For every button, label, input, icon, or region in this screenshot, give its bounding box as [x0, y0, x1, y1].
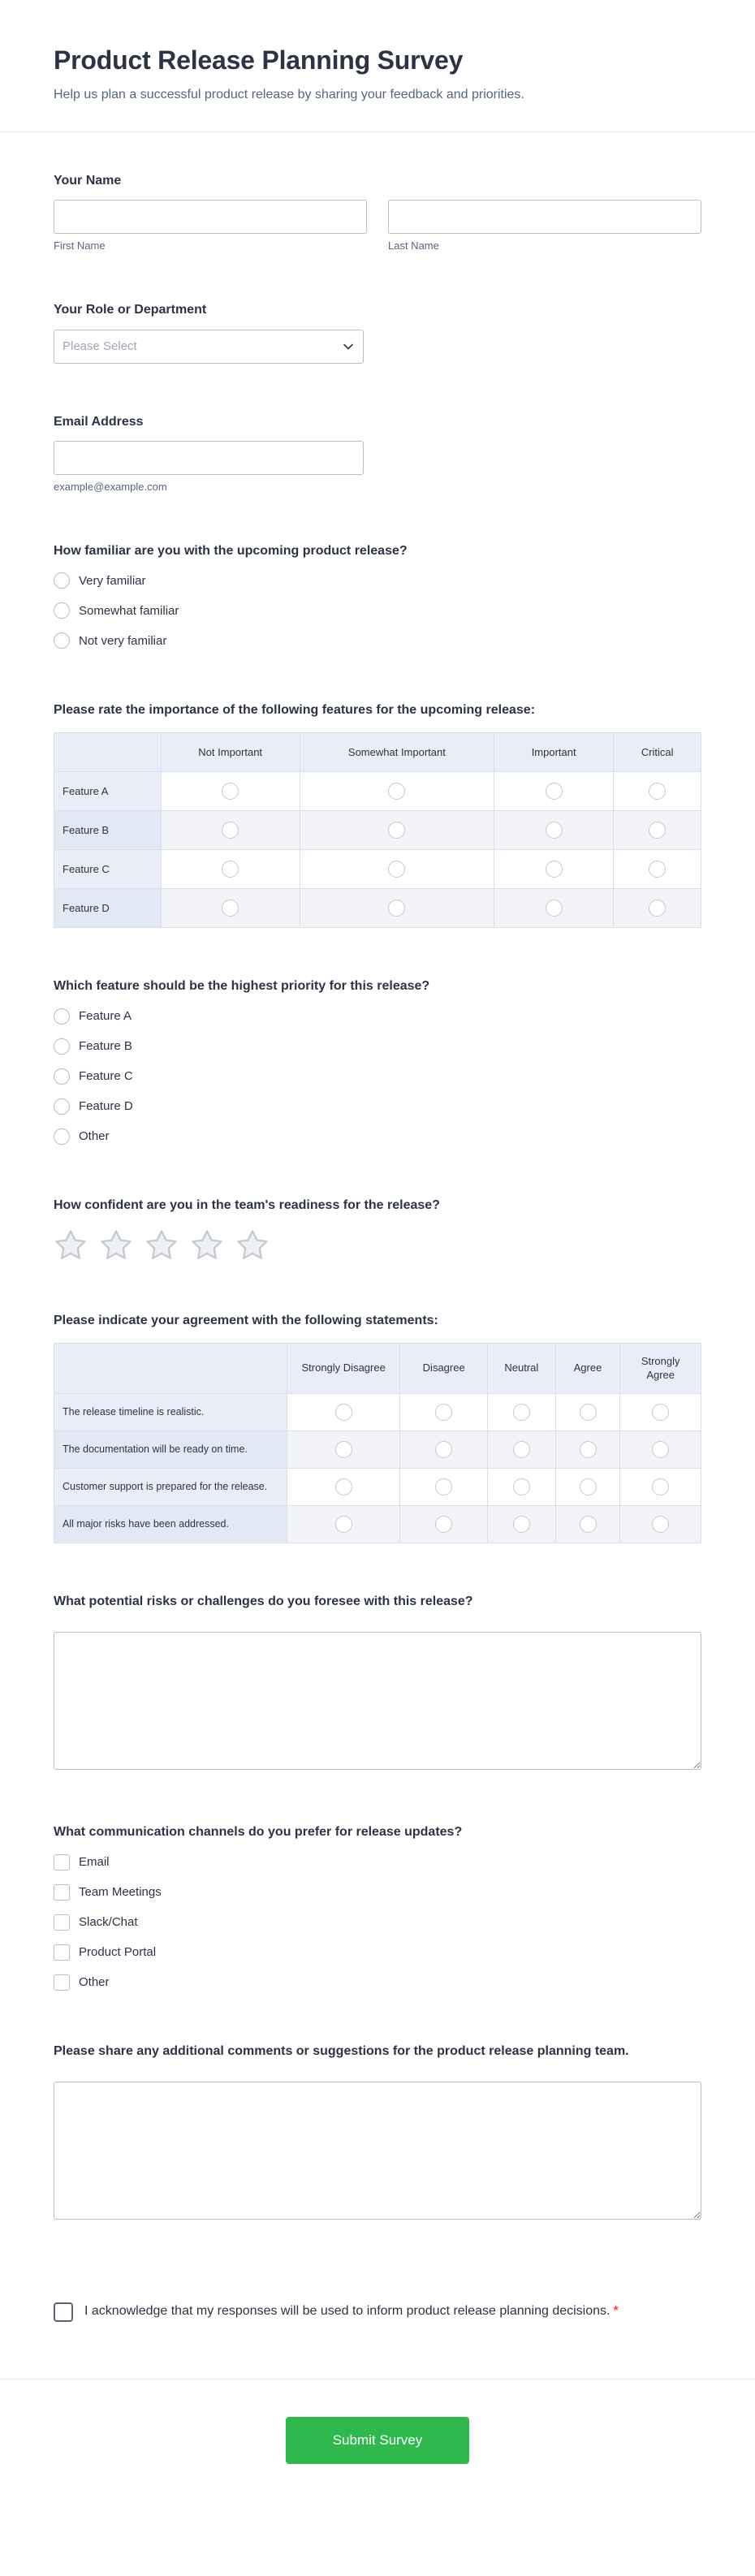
radio-option-label: Feature A [79, 1009, 132, 1024]
priority-option-feature-c[interactable] [54, 1065, 701, 1087]
column-header: Disagree [400, 1343, 488, 1393]
star-icon[interactable] [235, 1228, 270, 1262]
matrix-radio[interactable] [649, 861, 666, 878]
matrix-radio[interactable] [435, 1441, 452, 1458]
star-icon[interactable] [99, 1228, 133, 1262]
question-familiarity [54, 542, 701, 652]
radio-option-label: Not very familiar [79, 633, 167, 648]
matrix-radio[interactable] [649, 783, 666, 800]
familiarity-option-not-very-familiar[interactable] [54, 630, 701, 652]
row-label: Customer support is prepared for the release. [54, 1468, 287, 1505]
first-name-sublabel: First Name [54, 239, 106, 252]
matrix-radio[interactable] [649, 900, 666, 917]
agreement-question-label: Please indicate your agreement with the following statements: [54, 1313, 438, 1327]
comments-textarea[interactable] [54, 2082, 701, 2220]
column-header: Strongly Disagree [287, 1343, 399, 1393]
channel-option-team-meetings[interactable] [54, 1881, 701, 1903]
matrix-radio[interactable] [222, 861, 239, 878]
form-title: Product Release Planning Survey [54, 45, 464, 75]
channel-option-email[interactable] [54, 1851, 701, 1873]
checkbox-option-label: Other [79, 1975, 110, 1990]
matrix-radio[interactable] [388, 861, 405, 878]
checkbox-option-label: Product Portal [79, 1945, 157, 1960]
matrix-radio[interactable] [513, 1404, 530, 1421]
importance-matrix [54, 732, 701, 928]
radio-button-icon[interactable] [54, 1128, 70, 1145]
matrix-radio[interactable] [513, 1478, 530, 1495]
importance-question-label: Please rate the importance of the following features for the upcoming release: [54, 702, 536, 717]
checkbox-option-label: Team Meetings [79, 1885, 162, 1900]
question-email [54, 412, 701, 493]
matrix-row [54, 1468, 701, 1505]
question-channels [54, 1823, 701, 1993]
question-priority [54, 977, 701, 1147]
matrix-radio[interactable] [222, 900, 239, 917]
radio-option-label: Feature B [79, 1039, 132, 1054]
comments-question-label: Please share any additional comments or suggestions for the product release planning team. [54, 2044, 629, 2059]
matrix-radio[interactable] [435, 1516, 452, 1533]
acknowledgement-field[interactable] [54, 2302, 701, 2322]
matrix-radio[interactable] [335, 1404, 352, 1421]
priority-option-feature-d[interactable] [54, 1095, 701, 1117]
priority-option-feature-b[interactable] [54, 1035, 701, 1057]
column-header: Neutral [487, 1343, 555, 1393]
familiarity-option-very-familiar[interactable] [54, 570, 701, 592]
matrix-radio[interactable] [388, 783, 405, 800]
row-label: Feature D [54, 889, 162, 928]
column-header: Critical [614, 733, 701, 772]
matrix-radio[interactable] [388, 900, 405, 917]
matrix-radio[interactable] [335, 1441, 352, 1458]
acknowledgement-checkbox-icon[interactable] [54, 2302, 73, 2322]
radio-option-label: Feature C [79, 1069, 133, 1084]
matrix-row [54, 1430, 701, 1468]
column-header: Not Important [161, 733, 300, 772]
question-agreement-matrix [54, 1311, 701, 1543]
matrix-row [54, 1505, 701, 1543]
submit-button[interactable]: Submit Survey [286, 2417, 469, 2464]
channel-option-product-portal[interactable] [54, 1941, 701, 1963]
matrix-radio[interactable] [546, 861, 563, 878]
matrix-row [54, 772, 701, 811]
matrix-corner-cell [54, 733, 162, 772]
matrix-radio[interactable] [652, 1404, 669, 1421]
row-label: The release timeline is realistic. [54, 1393, 287, 1430]
row-label: Feature B [54, 811, 162, 850]
matrix-radio[interactable] [513, 1441, 530, 1458]
star-rating [54, 1228, 701, 1262]
star-icon[interactable] [145, 1228, 179, 1262]
radio-button-icon[interactable] [54, 1068, 70, 1085]
star-icon[interactable] [54, 1228, 88, 1262]
matrix-radio[interactable] [513, 1516, 530, 1533]
radio-option-label: Feature D [79, 1099, 133, 1114]
star-icon[interactable] [190, 1228, 224, 1262]
role-select[interactable] [54, 330, 364, 364]
matrix-radio[interactable] [652, 1516, 669, 1533]
row-label: Feature A [54, 772, 162, 811]
checkbox-option-label: Slack/Chat [79, 1915, 138, 1930]
first-name-input[interactable] [54, 200, 367, 234]
matrix-radio[interactable] [388, 822, 405, 839]
priority-option-other[interactable] [54, 1125, 701, 1147]
email-label: Email Address [54, 414, 144, 429]
radio-option-label: Somewhat familiar [79, 603, 179, 618]
familiarity-question-label: How familiar are you with the upcoming product release? [54, 543, 408, 558]
channel-option-other[interactable] [54, 1971, 701, 1993]
row-label: All major risks have been addressed. [54, 1505, 287, 1543]
email-input[interactable] [54, 441, 364, 475]
checkbox-icon[interactable] [54, 1974, 70, 1991]
priority-question-label: Which feature should be the highest priority for this release? [54, 979, 430, 994]
checkbox-option-label: Email [79, 1855, 110, 1870]
matrix-row [54, 1393, 701, 1430]
required-asterisk: * [613, 2304, 619, 2319]
matrix-radio[interactable] [435, 1404, 452, 1421]
form-subtitle: Help us plan a successful product release by sharing your feedback and priorities. [54, 88, 524, 101]
last-name-input[interactable] [388, 200, 701, 234]
matrix-radio[interactable] [580, 1478, 597, 1495]
radio-button-icon[interactable] [54, 602, 70, 619]
priority-option-feature-a[interactable] [54, 1005, 701, 1027]
acknowledgement-text: I acknowledge that my responses will be used to inform product release planning decisions. * [84, 2304, 619, 2319]
checkbox-icon[interactable] [54, 1884, 70, 1901]
role-label: Your Role or Department [54, 303, 207, 317]
matrix-radio[interactable] [335, 1516, 352, 1533]
agreement-matrix [54, 1343, 701, 1543]
question-importance-matrix [54, 701, 701, 928]
matrix-radio[interactable] [435, 1478, 452, 1495]
matrix-radio[interactable] [546, 783, 563, 800]
column-header: Agree [555, 1343, 620, 1393]
matrix-radio[interactable] [580, 1404, 597, 1421]
question-confidence [54, 1196, 701, 1262]
radio-button-icon[interactable] [54, 1098, 70, 1115]
column-header: Strongly Agree [620, 1343, 701, 1393]
question-role [54, 300, 701, 363]
matrix-radio[interactable] [652, 1441, 669, 1458]
question-your-name [54, 171, 701, 252]
matrix-radio[interactable] [546, 900, 563, 917]
matrix-radio[interactable] [580, 1441, 597, 1458]
matrix-corner-cell [54, 1343, 287, 1393]
radio-option-label: Other [79, 1129, 110, 1144]
question-comments [54, 2042, 701, 2224]
matrix-radio[interactable] [222, 822, 239, 839]
matrix-radio[interactable] [222, 783, 239, 800]
matrix-row [54, 850, 701, 889]
radio-button-icon[interactable] [54, 572, 70, 589]
risks-question-label: What potential risks or challenges do you foresee with this release? [54, 1594, 473, 1608]
submit-area [0, 2380, 755, 2537]
channel-option-slack-chat[interactable] [54, 1911, 701, 1933]
email-sublabel: example@example.com [54, 480, 167, 493]
question-risks [54, 1592, 701, 1774]
familiarity-option-somewhat-familiar[interactable] [54, 600, 701, 622]
column-header: Important [494, 733, 613, 772]
confidence-question-label: How confident are you in the team's readiness for the release? [54, 1198, 440, 1213]
column-header: Somewhat Important [300, 733, 494, 772]
form-header [0, 0, 755, 132]
channels-question-label: What communication channels do you prefer for release updates? [54, 1824, 463, 1839]
radio-button-icon[interactable] [54, 1008, 70, 1025]
matrix-row [54, 811, 701, 850]
matrix-radio[interactable] [649, 822, 666, 839]
radio-button-icon[interactable] [54, 632, 70, 649]
row-label: Feature C [54, 850, 162, 889]
matrix-row [54, 889, 701, 928]
matrix-radio[interactable] [580, 1516, 597, 1533]
radio-option-label: Very familiar [79, 573, 146, 588]
matrix-radio[interactable] [652, 1478, 669, 1495]
matrix-radio[interactable] [546, 822, 563, 839]
radio-button-icon[interactable] [54, 1038, 70, 1055]
last-name-sublabel: Last Name [388, 239, 439, 252]
row-label: The documentation will be ready on time. [54, 1430, 287, 1468]
your-name-label: Your Name [54, 174, 122, 188]
risks-textarea[interactable] [54, 1632, 701, 1770]
checkbox-icon[interactable] [54, 1914, 70, 1931]
checkbox-icon[interactable] [54, 1944, 70, 1961]
matrix-radio[interactable] [335, 1478, 352, 1495]
checkbox-icon[interactable] [54, 1854, 70, 1871]
